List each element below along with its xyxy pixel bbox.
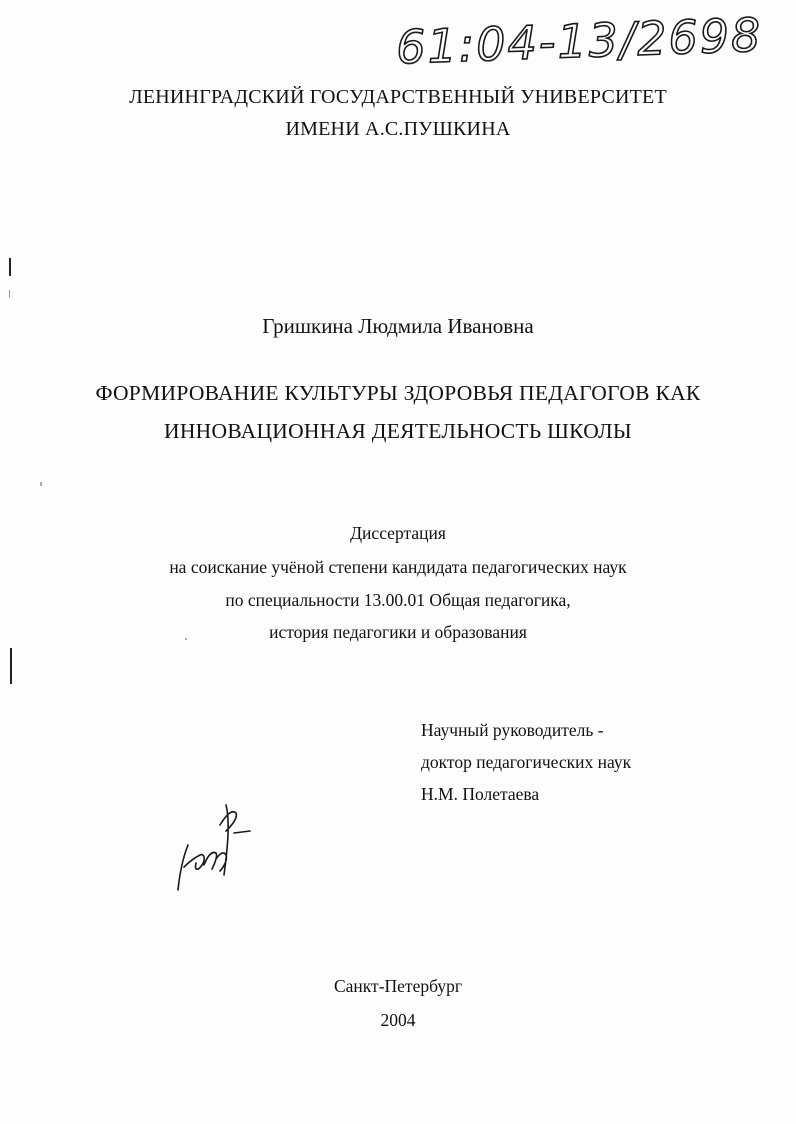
- signature: [160, 775, 260, 905]
- advisor-name: Н.М. Полетаева: [421, 784, 540, 804]
- scan-artifact: [9, 290, 10, 298]
- city: Санкт-Петербург: [333, 976, 463, 996]
- university-name-line-1: ЛЕНИНГРАДСКИЙ ГОСУДАРСТВЕННЫЙ УНИВЕРСИТЕТ: [129, 86, 667, 108]
- year: 2004: [380, 1010, 416, 1030]
- dissertation-title-line-1: ФОРМИРОВАНИЕ КУЛЬТУРЫ ЗДОРОВЬЯ ПЕДАГОГОВ КАК: [95, 381, 701, 405]
- scan-artifact: [40, 482, 42, 486]
- document-type: Диссертация: [350, 523, 446, 543]
- university-name-line-2: ИМЕНИ А.С.ПУШКИНА: [285, 118, 511, 140]
- specialty-line-continued: история педагогики и образования: [269, 622, 527, 642]
- scan-artifact: [9, 258, 11, 276]
- svg-text:61:04-13/2698: 61:04-13/2698: [395, 7, 764, 75]
- handwritten-archive-code: [392, 7, 764, 75]
- advisor-degree: доктор педагогических наук: [421, 752, 632, 772]
- scan-artifact: [185, 638, 187, 640]
- advisor-role: Научный руководитель -: [421, 720, 604, 740]
- scan-artifact: [10, 648, 12, 684]
- specialty-line: по специальности 13.00.01 Общая педагогика,: [225, 590, 571, 610]
- degree-line: на соискание учёной степени кандидата педагогических наук: [169, 557, 627, 577]
- author-name: Гришкина Людмила Ивановна: [262, 314, 534, 338]
- dissertation-title-line-2: ИННОВАЦИОННАЯ ДЕЯТЕЛЬНОСТЬ ШКОЛЫ: [164, 419, 632, 443]
